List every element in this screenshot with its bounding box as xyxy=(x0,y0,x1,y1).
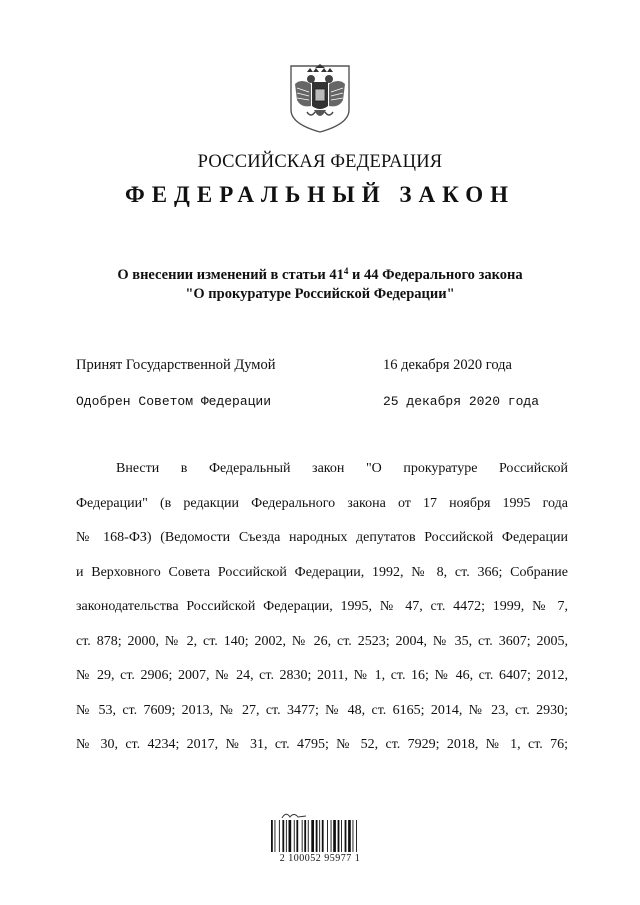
body-line: Внести в Федеральный закон "О прокуратуре Российской xyxy=(116,461,568,476)
adopted-date: 16 декабря 2020 года xyxy=(383,357,512,373)
body-paragraph xyxy=(76,456,568,767)
title-superscript: 4 xyxy=(343,266,349,276)
barcode-number: 2 100052 95977 1 xyxy=(279,853,361,864)
approved-label: Одобрен Советом Федерации xyxy=(76,394,272,409)
body-line: законодательства Российской Федерации, 1995, № 47, ст. 4472; 1999, № 7, xyxy=(76,599,568,614)
body-line: № 30, ст. 4234; 2017, № 31, ст. 4795; № 52, ст. 7929; 2018, № 1, ст. 76; xyxy=(76,737,568,752)
body-line: № 53, ст. 7609; 2013, № 27, ст. 3477; № 48, ст. 6165; 2014, № 23, ст. 2930; xyxy=(76,702,568,718)
country-name: РОССИЙСКАЯ ФЕДЕРАЦИЯ xyxy=(197,152,443,172)
body-line: ст. 878; 2000, № 2, ст. 140; 2002, № 26, ст. 2523; 2004, № 35, ст. 3607; 2005, xyxy=(76,633,568,649)
approved-date: 25 декабря 2020 года xyxy=(383,394,540,409)
body-line: № 168-ФЗ) (Ведомости Съезда народных депутатов Российской Федерации xyxy=(76,530,568,545)
body-line: и Верховного Совета Российской Федерации, 1992, № 8, ст. 366; Собрание xyxy=(76,564,568,580)
stamp-mark-icon xyxy=(280,810,310,820)
document-type: ФЕДЕРАЛЬНЫЙ ЗАКОН xyxy=(124,182,516,207)
body-line: № 29, ст. 2906; 2007, № 24, ст. 2830; 2011, № 1, ст. 16; № 46, ст. 6407; 2012, xyxy=(76,668,568,683)
body-line: Федерации" (в редакции Федерального закона от 17 ноября 1995 года xyxy=(76,495,568,511)
law-title xyxy=(0,266,640,304)
law-title-line-2: "О прокуратуре Российской Федерации" xyxy=(185,286,455,302)
adopted-label: Принят Государственной Думой xyxy=(76,357,276,373)
law-title-line-1: О внесении изменений в статьи $41^4$ и 44 Федерального закона xyxy=(117,266,523,283)
coat-of-arms-icon xyxy=(287,62,353,134)
barcode-icon xyxy=(270,820,370,852)
